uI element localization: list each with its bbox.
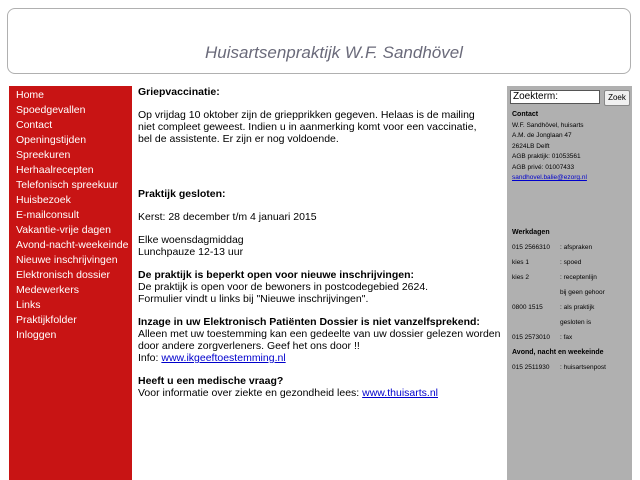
- nav-item-inloggen[interactable]: Inloggen: [16, 329, 57, 341]
- phone-purpose: gesloten is: [560, 319, 592, 326]
- eds-line-1: Alleen met uw toestemming kan een gedeelte van uw dossier gelezen worden: [138, 328, 501, 340]
- phone-purpose: bij geen gehoor: [560, 289, 605, 296]
- nav-item-links[interactable]: Links: [16, 299, 41, 311]
- phone-number: 015 2566310: [512, 244, 550, 251]
- closed-title: Praktijk gesloten:: [138, 188, 226, 200]
- eds-info-label: Info:: [138, 352, 162, 364]
- right-column: [507, 86, 632, 480]
- phone-purpose: : als praktijk: [560, 304, 595, 311]
- werkdagen-info: [512, 225, 604, 375]
- contact-line: 2624LB Delft: [512, 142, 550, 150]
- phone-purpose: : afspraken: [560, 244, 593, 251]
- search-button[interactable]: Zoek: [604, 90, 630, 106]
- flu-title: Griepvaccinatie:: [138, 86, 220, 98]
- nav-item-praktijkfolder[interactable]: Praktijkfolder: [16, 314, 77, 326]
- phone-row: [512, 255, 604, 270]
- nav-item-spreekuren[interactable]: Spreekuren: [16, 149, 71, 161]
- flu-line-3: bel de assistente. Er zijn er nog voldoende.: [138, 133, 339, 145]
- phone-row: [512, 270, 604, 285]
- contact-line: A.M. de Jonglaan 47: [512, 132, 572, 139]
- phone-number: 0800 1515: [512, 304, 543, 311]
- contact-line: W.F. Sandhövel, huisarts: [512, 121, 584, 129]
- closed-text: Kerst: 28 december t/m 4 januari 2015: [138, 211, 317, 223]
- nav-item-vakantie[interactable]: Vakantie-vrije dagen: [16, 224, 111, 236]
- phone-row: [512, 285, 604, 300]
- nav-item-medewerkers[interactable]: Medewerkers: [16, 284, 80, 296]
- limit-title: De praktijk is beperkt open voor nieuwe inschrijvingen:: [138, 269, 414, 281]
- nav-item-herhaalrecepten[interactable]: Herhaalrecepten: [16, 164, 94, 176]
- medical-text: [138, 387, 502, 399]
- limit-line-2: Formulier vindt u links bij "Nieuwe inschrijvingen".: [138, 293, 369, 305]
- main-content: [138, 86, 502, 399]
- eds-line-2: door andere zorgverleners. Geef het ons door !!: [138, 340, 360, 352]
- nav-item-telefonisch-spreekuur[interactable]: Telefonisch spreekuur: [16, 179, 119, 191]
- nav-item-spoedgevallen[interactable]: Spoedgevallen: [16, 104, 86, 116]
- nav-item-openingstijden[interactable]: Openingstijden: [16, 134, 87, 146]
- page-header: [7, 8, 631, 74]
- search-input[interactable]: Zoekterm:: [510, 90, 600, 104]
- phone-row: [512, 300, 604, 315]
- eds-info: [138, 352, 502, 364]
- phone-purpose: : spoed: [560, 259, 582, 266]
- site-title: Huisartsenpraktijk W.F. Sandhövel: [205, 43, 463, 62]
- phone-number: kies 1: [512, 259, 529, 266]
- phone-row: [512, 315, 604, 330]
- contact-info: [512, 110, 587, 184]
- nav-item-nieuwe-inschrijvingen[interactable]: Nieuwe inschrijvingen: [16, 254, 118, 266]
- limit-line-1: De praktijk is open voor de bewoners in postcodegebied 2624.: [138, 281, 429, 293]
- nav-item-elektronisch-dossier[interactable]: Elektronisch dossier: [16, 269, 110, 281]
- contact-title: Contact: [512, 111, 539, 118]
- phone-row: [512, 330, 604, 345]
- nav-item-huisbezoek[interactable]: Huisbezoek: [16, 194, 71, 206]
- nav-item-emailconsult[interactable]: E-mailconsult: [16, 209, 80, 221]
- nav-item-home[interactable]: Home: [16, 89, 45, 101]
- lunch-text: Lunchpauze 12-13 uur: [138, 246, 244, 258]
- medical-text-label: Voor informatie over ziekte en gezondheid lees:: [138, 387, 363, 399]
- nav-item-contact[interactable]: Contact: [16, 119, 53, 131]
- flu-line-1: Op vrijdag 10 oktober zijn de griepprikken gegeven. Helaas is de mailing: [138, 109, 475, 121]
- nav-item-avond-nacht-weekeinde[interactable]: Avond-nacht-weekeinde: [16, 239, 129, 251]
- phone-number: 015 2511930: [512, 364, 550, 371]
- avond-title: Avond, nacht en weekeinde: [512, 349, 604, 356]
- contact-email-link[interactable]: sandhovel.balie@ezorg.nl: [512, 174, 587, 181]
- phone-number: 015 2573010: [512, 334, 550, 341]
- nav-list: [9, 86, 132, 343]
- eds-link[interactable]: www.ikgeeftoestemming.nl: [161, 352, 286, 364]
- contact-line: AGB privé: 01007433: [512, 163, 575, 171]
- medical-title: Heeft u een medische vraag?: [138, 375, 284, 387]
- thuisarts-link[interactable]: www.thuisarts.nl: [362, 387, 438, 399]
- phone-number: kies 2: [512, 274, 529, 281]
- flu-line-2: niet compleet geweest. Indien u in aanmerking komt voor een vaccinatie,: [138, 121, 477, 133]
- contact-line: AGB praktijk: 01053561: [512, 153, 581, 160]
- phone-purpose: : receptenlijn: [560, 274, 597, 281]
- phone-purpose: : fax: [560, 334, 573, 341]
- werkdagen-title: Werkdagen: [512, 229, 550, 236]
- phone-row: [512, 240, 604, 255]
- phone-purpose: : huisartsenpost: [560, 364, 606, 371]
- wednesday-text: Elke woensdagmiddag: [138, 234, 244, 246]
- eds-title: Inzage in uw Elektronisch Patiënten Dossier is niet vanzelfsprekend:: [138, 316, 480, 328]
- phone-row: [512, 360, 604, 375]
- sidebar-nav: [9, 86, 132, 480]
